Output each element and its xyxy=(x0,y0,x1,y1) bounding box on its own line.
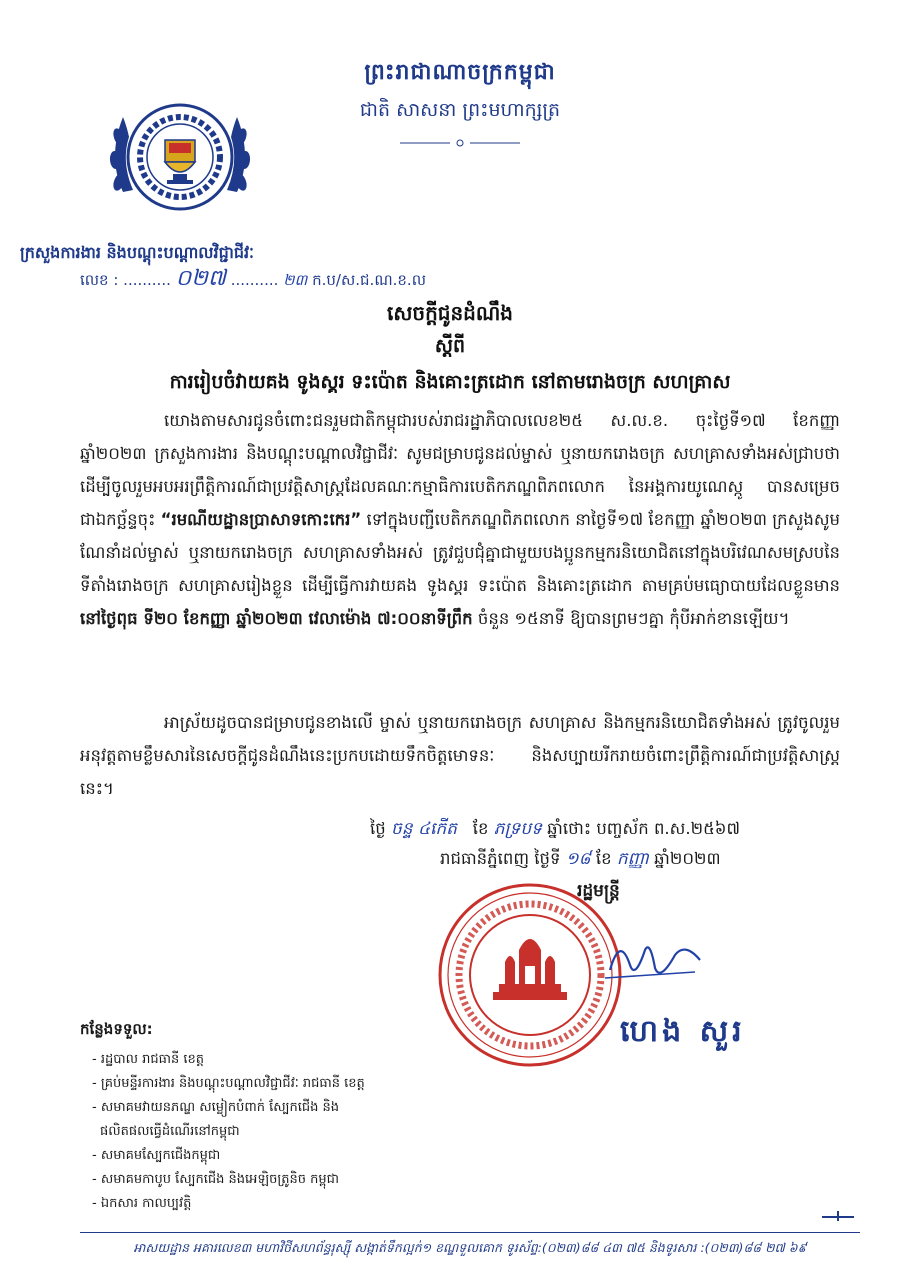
recipients-title: កន្លែងទទួល: xyxy=(80,1020,153,1038)
list-item: - សមាគមស្បែកជើងកម្ពុជា xyxy=(92,1148,221,1163)
notice-title: សេចក្តីជូនដំណឹង xyxy=(387,301,513,325)
handwritten-lunar-month: ភទ្របទ xyxy=(493,819,542,839)
body-paragraph-1: យោងតាមសារជូនចំពោះជនរួមជាតិកម្ពុជារបស់រាជរដ្ឋាភិបាលលេខ២៥ ស.ល.ខ. ចុះថ្ងៃទី១៧ ខែកញ្ញា ឆ្នាំ២០២៣ ក្រសួងការងារ និងបណ្តុះបណ្តាលវិជ្ជាជីវៈ សូមជម្រាបជូនដល់ម្ចាស់ ឬនាយករោងចក្រ សហគ្រាសទាំងអស់ជ្រាបថា ដើម្បីចូលរួមអបអរព្រឹត្តិការណ៍ជាប្រវត្តិសាស្ត្រដែលគណៈកម្មាធិការបេតិកភណ្ឌពិភពលោក នៃអង្គការយូណេស្កូ បានសម្រេចជាឯកច្ឆ័ន្ទចុះ “រមណីយដ្ឋានប្រាសាទកោះកេរ” ទៅក្នុងបញ្ជីបេតិកភណ្ឌពិភពលោក នាថ្ងៃទី១៧ ខែកញ្ញា ឆ្នាំ២០២៣ ក្រសួងសូមណែនាំដល់ម្ចាស់ ឬនាយករោងចក្រ សហគ្រាសទាំងអស់ ត្រូវជួបជុំគ្នាជាមួយបងប្អូនកម្មករនិយោជិតនៅក្នុងបរិវេណសមស្របនៃទីតាំងរោងចក្រ សហគ្រាសរៀងខ្លួន ដើម្បីធ្វើការវាយគង ទូងស្គរ ទះប៉ោត និងគោះត្រដោក តាមគ្រប់មធ្យោបាយដែលខ្លួនមាន នៅថ្ងៃពុធ ទី២០ ខែកញ្ញា ឆ្នាំ២០២៣ វេលាម៉ោង ៧:០០នាទីព្រឹក ចំនួន ១៥នាទី ឱ្យបានព្រមៗគ្នា កុំបីអាក់ខានឡើយ។ xyxy=(80,411,840,628)
list-item: - សមាគមកាបូប ស្បែកជើង និងអេឡិចត្រូនិច កម្ពុជា xyxy=(92,1172,340,1187)
lunar-date-line: ថ្ងៃ ចន្ទ ៤កើត ខែ ភទ្របទ ឆ្នាំថោះ បញ្ចស័ក ព.ស.២៥៦៧ xyxy=(370,819,740,839)
list-item: - រដ្ឋបាល រាជធានី ខេត្ត xyxy=(92,1052,204,1067)
body-paragraph-2: អាស្រ័យដូចបានជម្រាបជូនខាងលើ ម្ចាស់ ឬនាយករោងចក្រ សហគ្រាស និងកម្មករនិយោជិតទាំងអស់ ត្រូវចូលរួមអនុវត្តតាមខ្លឹមសារនៃសេចក្តីជូនដំណឹងនេះប្រកបដោយទឹកចិត្តមោទនៈ និងសប្បាយរីករាយចំពោះព្រឹត្តិការណ៍ជាប្រវត្តិសាស្ត្រនេះ។ xyxy=(80,713,840,798)
heritage-site-name: “រមណីយដ្ឋានប្រាសាទកោះកេរ” xyxy=(160,510,362,529)
notice-subject-label: ស្តីពី xyxy=(434,335,466,357)
list-item: - គ្រប់មន្ទីរការងារ និងបណ្តុះបណ្តាលវិជ្ជាជីវៈ រាជធានី ខេត្ត xyxy=(92,1076,365,1091)
number-label: លេខ : xyxy=(80,271,119,289)
recipients-list xyxy=(92,1048,452,1216)
handwritten-month: កញ្ញា xyxy=(616,849,649,869)
handwritten-year: ២៣ xyxy=(283,271,308,289)
event-datetime: នៅថ្ងៃពុធ ទី២០ ខែកញ្ញា ឆ្នាំ២០២៣ វេលាម៉ោង ៧:០០នាទីព្រឹក xyxy=(80,609,473,628)
minister-name: ហេង សួរ xyxy=(620,1014,746,1049)
handwritten-day: ១៨ xyxy=(565,849,591,869)
list-item: - ឯកសារ កាលប្បវត្តិ xyxy=(92,1196,192,1211)
official-stamp-icon xyxy=(435,880,625,1070)
document-number: លេខ : .......... ០២៧ .......... ២៣ ក.ប/ស.ជ.ណ.ខ.ល xyxy=(80,266,426,291)
header-ornament xyxy=(400,138,520,148)
kingdom-heading: ព្រះរាជាណាចក្រកម្ពុជា xyxy=(364,60,556,85)
ministry-name: ក្រសួងការងារ និងបណ្តុះបណ្តាលវិជ្ជាជីវៈ xyxy=(20,243,254,262)
footer-divider xyxy=(80,1232,860,1233)
handwritten-number: ០២៧ xyxy=(175,266,226,291)
ministry-seal-icon xyxy=(105,82,255,232)
list-item: - សមាគមវាយនភណ្ឌ សម្លៀកបំពាក់ ស្បែកជើង និង xyxy=(92,1100,340,1115)
list-item: ផលិតផលធ្វើដំណើរនៅកម្ពុជា xyxy=(100,1124,240,1139)
number-suffix: ក.ប/ស.ជ.ណ.ខ.ល xyxy=(312,271,426,289)
notice-subject: ការរៀបចំវាយគង ទូងស្គរ ទះប៉ោត និងគោះត្រដោក នៅតាមរោងចក្រ សហគ្រាស xyxy=(169,371,731,393)
corner-mark-icon xyxy=(820,1208,856,1222)
handwritten-lunar-day: ចន្ទ ៤កើត xyxy=(390,819,457,839)
signature-icon xyxy=(600,930,710,990)
footer-address: អាសយដ្ឋាន អគារលេខ៣ មហាវិថីសហព័ន្ធរុស្ស៊ី សង្កាត់ទឹកល្អក់១ ខណ្ឌទួលគោក ទូរស័ព្ទ:(០២៣)៨៨ ៤៣ ៧៥ និងទូរសារ :(០២៣)៨៨ ២៧ ៦៩ xyxy=(133,1240,807,1255)
national-motto: ជាតិ សាសនា ព្រះមហាក្សត្រ xyxy=(359,99,561,121)
gregorian-date-line: រាជធានីភ្នំពេញ ថ្ងៃទី ១៨ ខែ កញ្ញា ឆ្នាំ២០២៣ xyxy=(440,849,721,869)
minister-title: រដ្ឋមន្ត្រី xyxy=(577,881,620,901)
